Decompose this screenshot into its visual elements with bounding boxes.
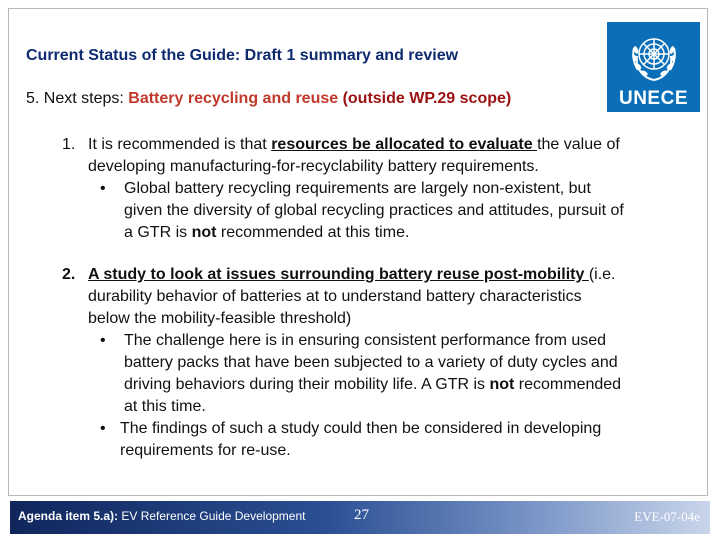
step-topic: Battery recycling and reuse bbox=[128, 90, 343, 107]
item-1-line-1 bbox=[88, 134, 620, 156]
footer-agenda bbox=[18, 509, 305, 523]
footer-bar bbox=[10, 501, 710, 534]
item-2-bullet-1-line-3-pre: driving behaviors during their mobility life. A GTR is bbox=[124, 376, 490, 393]
item-2-bullet-1-not: not bbox=[489, 376, 515, 393]
item-2-line-3: below the mobility-feasible threshold) bbox=[88, 310, 352, 327]
logo-text: UNECE bbox=[618, 88, 688, 109]
footer-agenda-item: Agenda item 5.a): bbox=[18, 509, 119, 523]
item-2-underlined: A study to look at issues surrounding battery reuse post-mobility bbox=[88, 266, 589, 283]
item-1-bullet-1-line-3-pre: a GTR is bbox=[124, 224, 192, 241]
bullet-icon: • bbox=[100, 180, 106, 197]
item-1-lead: It is recommended is that bbox=[88, 136, 272, 153]
item-1-bullet-1-line-1: Global battery recycling requirements are largely non-existent, but bbox=[124, 180, 591, 197]
un-emblem-icon bbox=[629, 26, 679, 84]
page-number: 27 bbox=[354, 507, 369, 523]
item-2-rest: (i.e. bbox=[588, 266, 616, 283]
item-1-underlined: resources be allocated to evaluate bbox=[271, 136, 538, 153]
bullet-icon: • bbox=[100, 420, 106, 437]
footer-agenda-text: EV Reference Guide Development bbox=[118, 509, 306, 523]
item-1-line-2: developing manufacturing-for-recyclability battery requirements. bbox=[88, 158, 539, 175]
item-1-bullet-1-line-2: given the diversity of global recycling practices and attitudes, pursuit of bbox=[124, 202, 624, 219]
bullet-icon: • bbox=[100, 332, 106, 349]
item-2-bullet-1-line-1: The challenge here is in ensuring consistent performance from used bbox=[124, 332, 607, 349]
item-2-bullet-1-line-2: battery packs that have been subjected to a variety of duty cycles and bbox=[124, 354, 618, 371]
item-2-bullet-1-line-3 bbox=[124, 374, 621, 396]
step-prefix: 5. Next steps: bbox=[26, 90, 129, 107]
item-2-bullet-2-line-2: requirements for re-use. bbox=[120, 442, 291, 459]
item-2-line-1 bbox=[88, 264, 615, 286]
item-1-bullet-1-line-3-post: recommended at this time. bbox=[216, 224, 410, 241]
unece-logo bbox=[607, 22, 700, 112]
item-2-line-2: durability behavior of batteries at to understand battery characteristics bbox=[88, 288, 582, 305]
item-1-number: 1. bbox=[62, 136, 76, 153]
next-steps-line bbox=[26, 90, 511, 108]
item-2-bullet-1-line-4: at this time. bbox=[124, 398, 206, 415]
item-2-bullet-2-line-1: The findings of such a study could then be considered in developing bbox=[120, 420, 602, 437]
slide-title: Current Status of the Guide: Draft 1 summary and review bbox=[26, 47, 459, 64]
document-id: EVE-07-04e bbox=[634, 509, 700, 524]
step-scope: (outside WP.29 scope) bbox=[342, 90, 512, 107]
item-2-number: 2. bbox=[62, 266, 76, 283]
item-1-bullet-1-not: not bbox=[191, 224, 217, 241]
item-1-rest: the value of bbox=[537, 136, 620, 153]
item-1-bullet-1-line-3 bbox=[124, 222, 409, 244]
item-2-bullet-1-line-3-post: recommended bbox=[514, 376, 622, 393]
